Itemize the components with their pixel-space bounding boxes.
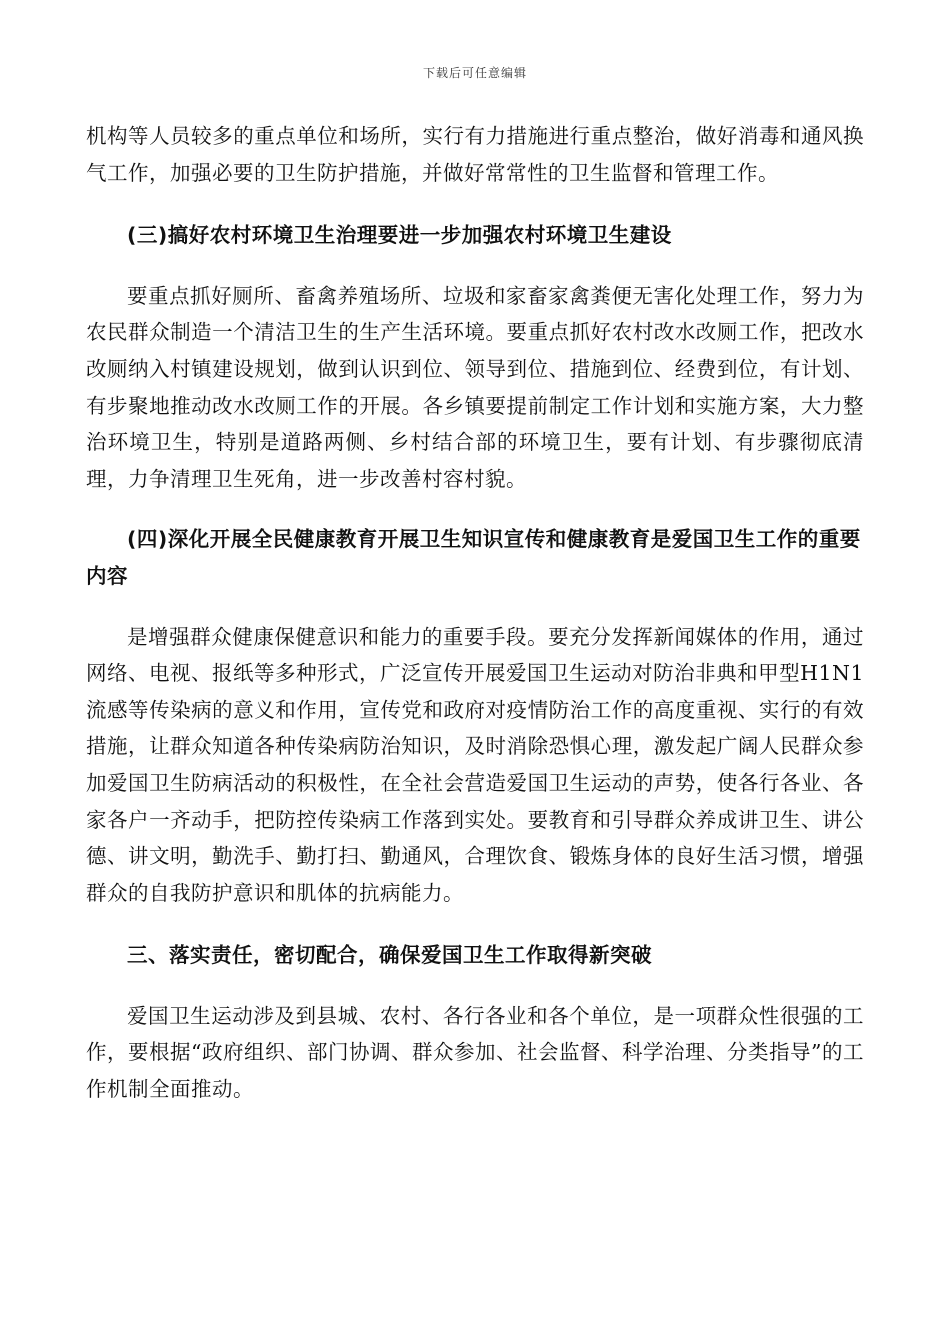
section-heading-4: (四)深化开展全民健康教育开展卫生知识宣传和健康教育是爱国卫生工作的重要内容: [86, 527, 861, 588]
paragraph-rural-sanitation: 要重点抓好厕所、畜禽养殖场所、垃圾和家畜家禽粪便无害化处理工作，努力为农民群众制造一个清洁卫生的生产生活环境。要重点抓好农村改水改厕工作，把改水改厕纳入村镇建设规划，做到认识到位、领导到位、措施到位、经费到位，有计划、有步聚地推动改水改厕工作的开展。各乡镇要提前制定工作计划和实施方案，大力整治环境卫生，特别是道路两侧、乡村结合部的环境卫生，要有计划、有步骤彻底清理，力争清理卫生死角，进一步改善村容村貌。: [86, 283, 864, 491]
document-body: [86, 118, 864, 1108]
paragraph-responsibility: 爱国卫生运动涉及到县城、农村、各行各业和各个单位，是一项群众性很强的工作，要根据“政府组织、部门协调、群众参加、社会监督、科学治理、分类指导”的工作机制全面推动。: [86, 1003, 864, 1102]
header-note: 下载后可任意编辑: [422, 66, 527, 80]
paragraph-health-education: 是增强群众健康保健意识和能力的重要手段。要充分发挥新闻媒体的作用，通过网络、电视、报纸等多种形式，广泛宣传开展爱国卫生运动对防治非典和甲型H1N1流感等传染病的意义和作用，宣传党和政府对疫情防治工作的高度重视、实行的有效措施，让群众知道各种传染病防治知识，及时消除恐惧心理，激发起广阔人民群众参加爱国卫生防病活动的积极性，在全社会营造爱国卫生运动的声势，使各行各业、各家各户一齐动手，把防控传染病工作落到实处。要教育和引导群众养成讲卫生、讲公德、讲文明，勤洗手、勤打扫、勤通风，合理饮食、锻炼身体的良好生活习惯，增强群众的自我防护意识和肌体的抗病能力。: [86, 624, 864, 905]
section-heading-part-three: 三、落实责任，密切配合，确保爱国卫生工作取得新突破: [127, 943, 652, 968]
section-heading-3: (三)搞好农村环境卫生治理要进一步加强农村环境卫生建设: [127, 223, 672, 248]
paragraph-continuation: 机构等人员较多的重点单位和场所，实行有力措施进行重点整治，做好消毒和通风换气工作，加强必要的卫生防护措施，并做好常常性的卫生监督和管理工作。: [86, 124, 864, 185]
